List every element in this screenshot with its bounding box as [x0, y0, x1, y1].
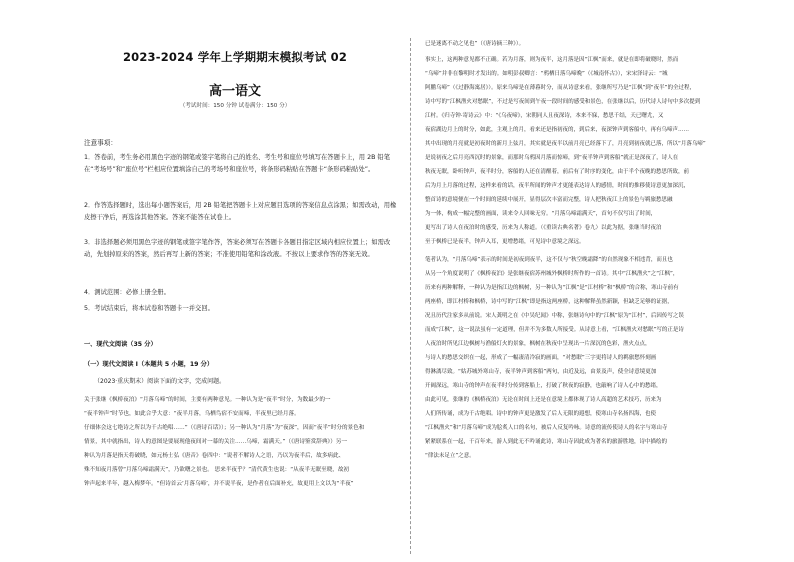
passage-line: 历来有两种解释，一种认为是指江边的枫树，另一种认为“江枫”是“江村桥”和“枫桥”的合称，寒山寺前有	[425, 285, 679, 291]
passage-line: “夜半钟声”时节也，如此合乎大意：“夜半月落，乌栖鸟宿不安而啼，半夜里已经月落。	[84, 411, 300, 417]
passage-line: 后为月上月落的过程，这样来看的话，夜半所闻的钟声才更能表达诗人的感情，时间的推移使诗意更加深沉，	[425, 183, 690, 189]
passage-line: 仔细体会这七绝诗之所以为千古绝唱……”（《唐诗百话》）；另一种认为“月落”为“夜深”，因而“夜半”时分的景色和	[84, 425, 365, 431]
section-heading: 一、现代文阅读（35 分）	[84, 341, 157, 348]
passage-line: 诗中写的“江枫渔火对愁眠”，不过是写夜间到午夜一段时间的感受和景色，在张继以后，历代诗人诗句中多次提到	[425, 99, 701, 105]
passage-line: 笔者认为，“月落乌啼”表示的时间是初夜到夜半，这不仅与“秋空晚霜降”的自然现象不相违背，而且也	[425, 257, 673, 263]
column-divider	[410, 38, 411, 554]
notes-heading: 注意事项：	[84, 139, 117, 147]
passage-line: 紧紧联系在一起，千百年来，游人到此无不吟诵此诗，寒山寺因此成为著名的旅游胜地，诗中描绘的	[425, 439, 668, 445]
passage-line: 况且历代注家多从前说。宋人龚明之在《中吴纪闻》中称，张继诗句中的“江枫”原为“江村”，后因传写之误	[425, 313, 684, 319]
passage-line: 关于张继《枫桥夜泊》“月落乌啼”的时间，主要有两种意见。一种认为是“夜半”时分，为数最少的一	[84, 397, 331, 403]
passage-line: 其中出现的月亮就是初夜时的新月上弦月，其实就是夜半以前月亮已经落下了，月亮到初夜就已落，所以“月落乌啼”	[425, 141, 706, 147]
passage-line: 殊不知夜月落曾“月落乌啼霜满天”，乃欲曙之景也。 思来半夜乎？”清代黄生也说：“从夜半无眠至晓，故初	[84, 467, 350, 473]
reading-intro: （2023·重庆期末）阅读下面的文字，完成问题。	[94, 378, 226, 385]
passage-line: 夜宿湖边月上的时分，如此，主观上的月，看来还是指初夜的，到后来，夜深钟声到客船中，再有乌啼声……	[425, 127, 690, 133]
note-item-2: 2．作答选择题时，选出每小题答案后，用 2B 铅笔把答题卡上对应题目选项的答案信息点涂黑；如需改动，用橡皮擦干净后，再选涂其他答案。答案不能答在试卷上。	[84, 202, 397, 221]
passage-line: 从另一个角度说明了《枫桥夜泊》是张继夜宿苏州城外枫桥时所作的一首诗。其中“江枫渔火”之“江枫”，	[425, 271, 679, 277]
passage-line: 人夜泊时所见江边枫树与渔船灯火的景象，枫树在秋夜中呈现出一片深沉的色彩，渔火点点，	[425, 341, 651, 347]
passage-line: 是说初夜之后月亮西沉时的景象，而那时乌鸦因月落而惊啼，到“夜半钟声到客船”就正是深夜了，诗人在	[425, 155, 679, 161]
subsection-heading: （一）现代文阅读 I（本题共 5 小题，19 分）	[84, 361, 214, 368]
passage-line: 由此可见，张继的《枫桥夜泊》无论在时间上还是在意境上都体现了诗人高超的艺术技巧，历来为	[425, 397, 662, 403]
passage-line: “江枫渔火”和“月落乌啼”成为脍炙人口的名句，被后人反复吟咏。诗意的流传使诗人的名字与寒山寺	[425, 425, 668, 431]
passage-line: 钟声起来半年，越入梅梦年。“但诗首云‘月落乌啼’，并不说半夜，是作者在后面补充，故更用上文以为“半夜”	[84, 481, 354, 487]
passage-line: 情景，其中就指出，诗人的意图是要展现他夜间对一幕的关注……乌啼，霜满天。”（《唐诗鉴赏辞典》）另一	[84, 439, 347, 445]
passage-line: 为一体，构成一幅完整的画面，读来令人回味无穷。“月落乌啼霜满天”，首句不仅写出了时间，	[425, 211, 657, 217]
passage-line: 与诗人的愁思交织在一起，形成了一幅凄清冷寂的画面，“对愁眠”三字更将诗人的羁旅愁怀刻画	[425, 355, 657, 361]
passage-line: 种认为月落是指天将破晓，如元杨士弘《唐音》卷四中：“说者不解诗人之语，乃以为夜半后，故多病此、	[84, 453, 345, 459]
passage-line: 更写出了诗人在夜泊时的感受，历来为人称道。（《重读古典名著》卷九）以此为据，张继当时夜泊	[425, 225, 662, 231]
exam-title: 2023-2024 学年上学期期末模拟考试 02	[122, 50, 348, 64]
passage-line: 整首诗的意境便在一个时间的延续中展开，显得层次丰富而完整，诗人把秋夜江上的景色与羁旅愁思融	[425, 197, 673, 203]
passage-line: 阿鹏乌啼”（《过静海寓居》）。原来乌啼是在薄暮时分，而从诗意来看，张继所写乃是“江枫”到“夜半”的全过程，	[425, 85, 696, 91]
exam-subject: 高一语文	[208, 84, 261, 99]
note-item-1: 1．答卷前，考生务必用黑色字迹的钢笔或签字笔将自己的姓名、考生号和座位号填写在答题卡上，用 2B 铅笔在“考场号”和“座位号”栏相应位置填涂自己的考场号和座位号，将条形码粘贴在答题卡“条形码粘贴处”。	[84, 154, 390, 173]
exam-meta: （考试时间：150 分钟 试卷满分：150 分）	[179, 103, 291, 109]
passage-line: 开阔深远，寒山寺的钟声在夜半时分传到客船上，打破了秋夜的寂静，也敲响了诗人心中的愁绪，	[425, 383, 662, 389]
passage-line: 至于枫桥已是夜半，钟声入耳，更增愁绪，可见诗中意境之深远。	[425, 239, 585, 245]
passage-line: 得淋漓尽致。“姑苏城外寒山寺，夜半钟声到客船”两句，由近及远，由景及声，使全诗意境更加	[425, 369, 657, 375]
passage-line: 秋夜无眠，卧听钟声，夜半时分，客船的人还在清醒着，前后有了时序的变化，由于半个夜晚的愁思所致，前	[425, 169, 690, 175]
passage-line: 人们所传诵，成为千古绝唱。诗中的钟声更是激发了后人无限的遐想，使寒山寺名扬四海，也使	[425, 411, 657, 417]
note-item-5: 5．考试结束后，将本试卷和答题卡一并交回。	[84, 305, 214, 312]
note-item-4: 4．测试范围：必修上册全册。	[84, 289, 170, 296]
passage-line: “乌啼”并非在黎明时才发出的。如明彭叔卿言：“鸦栖日落乌啼晚”（《城南怀古》），宋宋泽诗云：“城	[425, 71, 668, 77]
passage-line: 江村。《归寺钟·寄诗云》中：“《乌夜啼》，宋朝同人且夜深诗，本来不寐，愁思千结，天已曙尤，又	[425, 113, 664, 119]
passage-line: 已是迷离不动之见也”（《唐诗摘三种》）。	[425, 41, 525, 47]
passage-line: 事实上，这两种意见都不正确。若为月落，则为夜半，这月落是因“江枫”而来，就是在即将破晓时，然而	[425, 57, 679, 63]
passage-line: 而成“江枫”，这一说法虽有一定道理，但并不为多数人所接受。从诗意上看，“江枫渔火对愁眠”写的正是诗	[425, 327, 684, 333]
passage-line: 两座桥，即江村桥和枫桥，诗中写的“江枫”即是指这两座桥，这种解释虽然新颖，但缺乏足够的证据，	[425, 299, 673, 305]
passage-line: “律法未足立”之意。	[425, 453, 475, 459]
note-item-3: 3．非选择题必须用黑色字迹的钢笔或签字笔作答，答案必须写在答题卡各题目指定区域内相应位置上；如需改动，先划掉原来的答案，然后再写上新的答案；不准使用铅笔和涂改液。不按以上要求作答的答案无效。	[84, 239, 391, 258]
